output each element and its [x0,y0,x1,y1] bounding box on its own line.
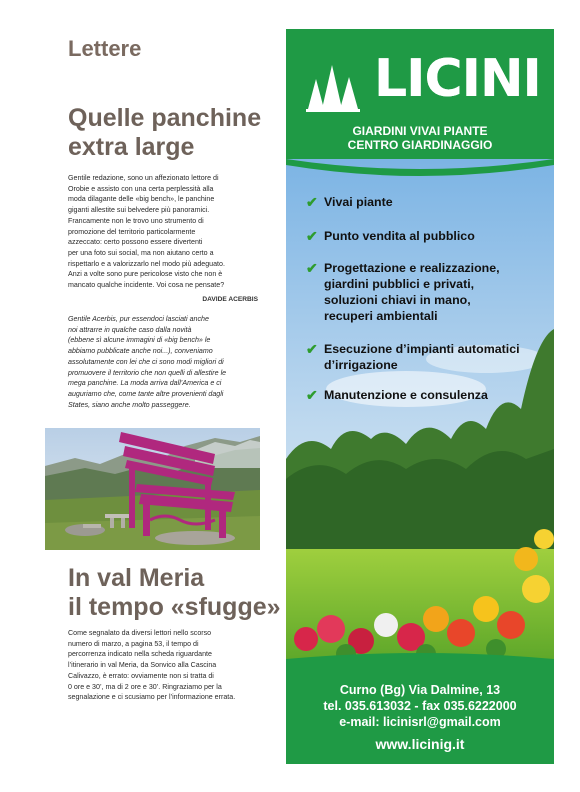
title-line: il tempo «sfugge» [68,593,281,621]
check-icon: ✔ [306,341,318,357]
text-line: Gentile redazione, sono un affezionato lettore di [68,174,219,182]
brand-name: LICINI [374,49,541,109]
letter-signature: DAVIDE ACERBIS [202,296,258,303]
ad-address: Curno (Bg) Via Dalmine, 13 [339,683,501,697]
text-line: l’itinerario in val Meria, da Sonvico alla Cascina [68,661,217,670]
reader-letter [68,173,264,291]
check-icon: ✔ [306,260,318,276]
text-line: assolutamente con lei che ci sono modi migliori di [68,357,224,366]
text-line: promuovere il territorio che non quelli di allestire le [68,368,227,377]
text-line: Gentile Acerbis, pur essendoci lasciati anche [68,315,209,323]
text-line: rispettarlo e a valorizzarlo nel modo più adeguato. [68,259,225,268]
correction-note [68,628,264,703]
section-label: Lettere [68,36,142,61]
service-label: Vivai piante [324,195,393,209]
text-line: numero di marzo, a pagina 53, il tempo di [68,639,199,648]
text-line: Orobie e assisto con una certa perplessità alla [68,184,214,193]
text-line: auguriamo che, come tante altre provenienti dagli [68,389,224,398]
ad-tagline: GIARDINI VIVAI PIANTE [352,124,488,138]
text-line: mancato qualche incidente. Voi cosa ne pensate? [68,281,225,290]
text-line: 0 ore e 30’, ma di 2 ore e 30’. Ringraziamo per la [68,682,222,691]
text-line: States, siano anche molto passeggere. [68,400,191,409]
service-label: Punto vendita al pubblico [324,229,475,243]
check-icon: ✔ [306,194,318,210]
text-line: noi attrarre in qualche caso dalla novità [68,325,192,334]
title-line: In val Meria [68,564,205,592]
text-line: Calivazzo, è errato: ovviamente non si tratta di [68,671,214,680]
check-icon: ✔ [306,387,318,403]
service-label: d’irrigazione [324,358,398,372]
service-label: Manutenzione e consulenza [324,388,488,402]
text-line: abbiamo pubblicate anche noi...), conveniamo [68,347,213,356]
ad-tagline: CENTRO GIARDINAGGIO [347,138,493,152]
title-line: extra large [68,133,195,161]
service-label: soluzioni chiavi in mano, [324,293,471,307]
text-line: per una foto sui social, ma non aiutano certo a [68,248,214,257]
ad-website-link[interactable]: www.licinig.it [375,736,465,752]
text-line: Come segnalato da diversi lettori nello scorso [68,629,212,637]
text-line: percorrenza indicato nella scheda riguardante [68,650,212,659]
ad-email[interactable]: e-mail: licinisrl@gmail.com [339,715,501,729]
service-label: Esecuzione d’impianti automatici [324,342,520,356]
text-line: segnalazione e ci scusiamo per l’informazione errata. [68,693,236,702]
text-line: Francamente non le trovo uno strumento di [68,216,204,225]
text-line: Anzi a volte sono pure pericolose visto che non è [68,270,223,279]
text-line: (ebbene sì alcune immagini di «big bench» le [68,336,211,345]
text-line: moda dilagante delle «big bench», le panchine [68,195,215,204]
big-bench-photo [45,428,260,550]
text-line: giganti allestite sui belvedere più panoramici. [68,206,210,215]
text-line: promozione del territorio particolarmente [68,227,196,236]
service-label: Progettazione e realizzazione, [324,261,500,275]
ad-phone: tel. 035.613032 - fax 035.6222000 [323,699,517,713]
service-label: recuperi ambientali [324,309,438,323]
check-icon: ✔ [306,228,318,244]
service-label: giardini pubblici e privati, [324,277,475,291]
article-title [68,104,261,162]
editor-reply [68,314,264,410]
text-line: mega panchine. La moda arriva dall’America e ci [68,379,222,388]
title-line: Quelle panchine [68,104,262,132]
licini-advertisement[interactable] [286,29,554,764]
article-title [68,564,281,622]
text-line: azzeccato: certo possono essere divertenti [68,238,203,247]
